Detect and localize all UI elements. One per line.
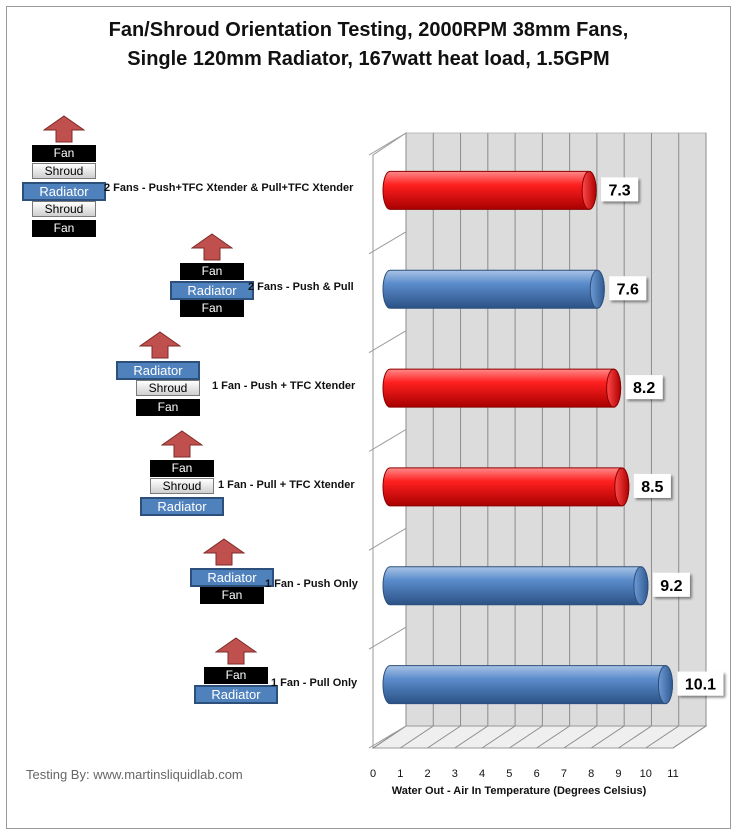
radiator-block: Radiator bbox=[170, 281, 254, 300]
bar-body bbox=[383, 567, 648, 605]
shroud-block: Shroud bbox=[136, 380, 200, 396]
bar bbox=[383, 468, 629, 506]
shroud-block: Shroud bbox=[150, 478, 214, 494]
bar-end-cap bbox=[590, 270, 604, 308]
value-label bbox=[634, 474, 671, 498]
plot-area bbox=[373, 133, 706, 748]
category-label: 2 Fans - Push+TFC Xtender & Pull+TFC Xtender bbox=[104, 182, 354, 195]
airflow-arrow-icon bbox=[43, 115, 85, 143]
value-label bbox=[653, 573, 690, 597]
x-axis-label: Water Out - Air In Temperature (Degrees Celsius) bbox=[391, 785, 647, 797]
shroud-block: Shroud bbox=[32, 201, 96, 217]
value-label-text: 10.1 bbox=[684, 676, 717, 694]
tick-label: 3 bbox=[451, 768, 458, 780]
category-label: 1 Fan - Pull Only bbox=[271, 676, 358, 689]
fan-block: Fan bbox=[136, 399, 200, 416]
bar-end-cap bbox=[658, 666, 672, 704]
value-label bbox=[609, 276, 646, 300]
tick-label: 6 bbox=[533, 768, 540, 780]
tick-label: 11 bbox=[667, 768, 679, 780]
fan-block: Fan bbox=[32, 220, 96, 237]
bar bbox=[383, 666, 672, 704]
value-label-text: 7.6 bbox=[616, 281, 639, 299]
bar-body bbox=[383, 171, 596, 209]
value-label-text: 9.2 bbox=[660, 577, 683, 595]
bar bbox=[383, 270, 604, 308]
airflow-arrow-icon bbox=[191, 233, 233, 261]
radiator-block: Radiator bbox=[140, 497, 224, 516]
tick-label: 5 bbox=[506, 768, 513, 780]
category-label: 1 Fan - Push Only bbox=[265, 577, 358, 590]
fan-block: Fan bbox=[180, 263, 244, 280]
tick-label: 8 bbox=[588, 768, 595, 780]
tick-label: 7 bbox=[560, 768, 567, 780]
bar bbox=[383, 567, 648, 605]
value-label bbox=[601, 177, 638, 201]
floor bbox=[373, 726, 706, 748]
radiator-block: Radiator bbox=[22, 182, 106, 201]
category-label: 2 Fans - Push & Pull bbox=[248, 281, 354, 294]
fan-block: Fan bbox=[200, 587, 264, 604]
fan-block: Fan bbox=[204, 667, 268, 684]
bar-end-cap bbox=[607, 369, 621, 407]
value-label-text: 8.2 bbox=[633, 380, 656, 398]
tick-label: 10 bbox=[639, 768, 652, 780]
title-line-1: Fan/Shroud Orientation Testing, 2000RPM 38mm Fans, bbox=[108, 19, 629, 41]
bar-body bbox=[383, 270, 604, 308]
fan-block: Fan bbox=[32, 145, 96, 162]
bar-body bbox=[383, 666, 672, 704]
bar-end-cap bbox=[582, 171, 596, 209]
bar bbox=[383, 369, 621, 407]
radiator-block: Radiator bbox=[190, 568, 274, 587]
back-wall bbox=[406, 133, 706, 726]
fan-block: Fan bbox=[150, 460, 214, 477]
x-axis-ticks bbox=[370, 768, 679, 780]
bar-end-cap bbox=[615, 468, 629, 506]
airflow-arrow-icon bbox=[161, 430, 203, 458]
fan-block: Fan bbox=[180, 300, 244, 317]
credit-text: Testing By: www.martinsliquidlab.com bbox=[26, 767, 243, 782]
bar-body bbox=[383, 369, 621, 407]
radiator-block: Radiator bbox=[194, 685, 278, 704]
tick-label: 9 bbox=[615, 768, 622, 780]
title-line-2: Single 120mm Radiator, 167watt heat load, 1.5GPM bbox=[127, 48, 610, 70]
tick-label: 2 bbox=[424, 768, 431, 780]
bar bbox=[383, 171, 596, 209]
value-label bbox=[677, 672, 723, 696]
airflow-arrow-icon bbox=[139, 331, 181, 359]
radiator-block: Radiator bbox=[116, 361, 200, 380]
bar-body bbox=[383, 468, 629, 506]
shroud-block: Shroud bbox=[32, 163, 96, 179]
tick-label: 4 bbox=[479, 768, 486, 780]
side-wall bbox=[373, 133, 406, 748]
category-label: 1 Fan - Pull + TFC Xtender bbox=[218, 478, 355, 491]
airflow-arrow-icon bbox=[215, 637, 257, 665]
airflow-arrow-icon bbox=[203, 538, 245, 566]
category-label: 1 Fan - Push + TFC Xtender bbox=[212, 380, 356, 393]
value-label bbox=[626, 375, 663, 399]
value-label-text: 7.3 bbox=[608, 182, 631, 200]
tick-label: 0 bbox=[369, 768, 377, 780]
bar-end-cap bbox=[634, 567, 648, 605]
tick-label: 1 bbox=[397, 768, 404, 780]
value-label-text: 8.5 bbox=[641, 478, 664, 496]
